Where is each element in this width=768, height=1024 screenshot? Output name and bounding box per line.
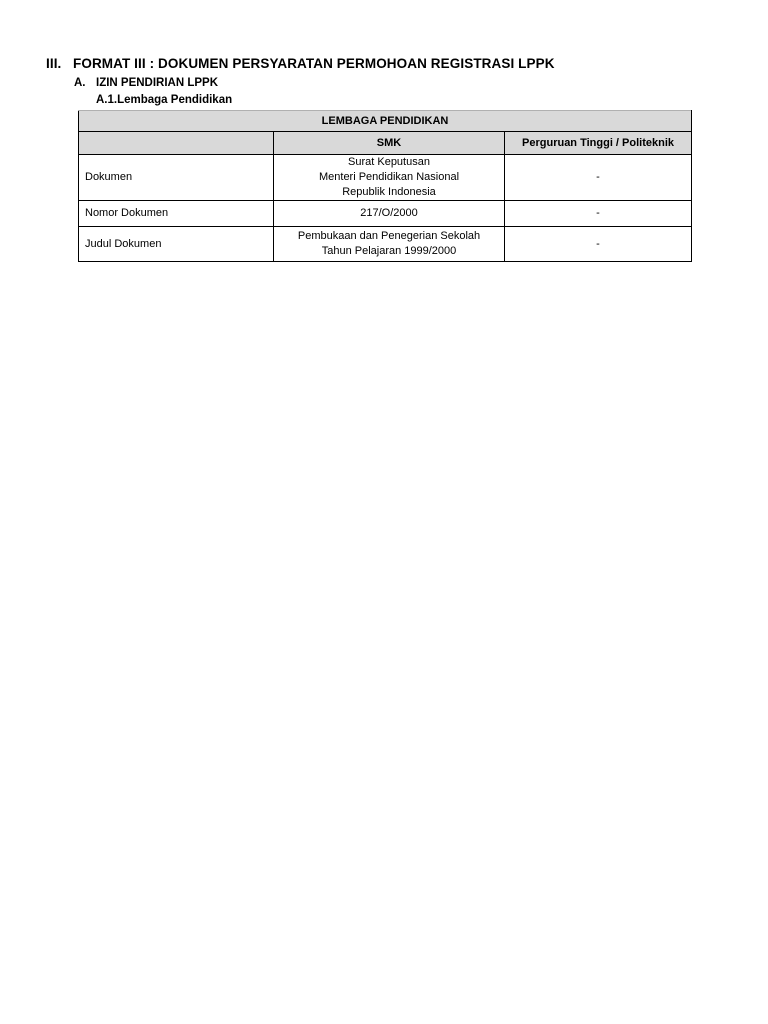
row-label-cell: Nomor Dokumen: [79, 201, 274, 227]
main-heading-title: FORMAT III : DOKUMEN PERSYARATAN PERMOHOAN REGISTRASI LPPK: [73, 56, 555, 71]
column-header-smk: SMK: [274, 132, 505, 155]
main-heading: [46, 56, 555, 71]
table-column-header-row: [79, 132, 692, 155]
smk-value-line: Menteri Pendidikan Nasional: [318, 171, 460, 183]
pt-value-cell: -: [505, 201, 692, 227]
group-header-cell: LEMBAGA PENDIDIKAN: [79, 111, 692, 132]
smk-value-cell: [274, 227, 505, 262]
table-row: [79, 227, 692, 262]
smk-value-cell: [274, 155, 505, 201]
subsection-heading: A.1.Lembaga Pendidikan: [96, 94, 233, 106]
column-header-perguruan-tinggi: Perguruan Tinggi / Politeknik: [505, 132, 692, 155]
smk-value-line: Surat Keputusan: [348, 156, 430, 168]
smk-value-line: Republik Indonesia: [342, 186, 436, 198]
document-table: [78, 110, 692, 262]
section-heading-number: A.: [74, 77, 86, 89]
row-label-cell: Judul Dokumen: [79, 227, 274, 262]
smk-value-line: Pembukaan dan Penegerian Sekolah: [297, 230, 481, 242]
smk-value-line: 217/O/2000: [360, 207, 418, 219]
table-row: [79, 155, 692, 201]
pt-value-cell: -: [505, 227, 692, 262]
column-header-label: [79, 132, 274, 155]
smk-value-cell: [274, 201, 505, 227]
main-heading-number: III.: [46, 56, 62, 71]
section-heading-title: IZIN PENDIRIAN LPPK: [96, 77, 219, 89]
table-row: [79, 201, 692, 227]
pt-value-cell: -: [505, 155, 692, 201]
row-label-cell: Dokumen: [79, 155, 274, 201]
smk-value-line: Tahun Pelajaran 1999/2000: [321, 245, 457, 257]
section-heading: [74, 77, 218, 89]
table-group-header-row: [79, 111, 692, 132]
